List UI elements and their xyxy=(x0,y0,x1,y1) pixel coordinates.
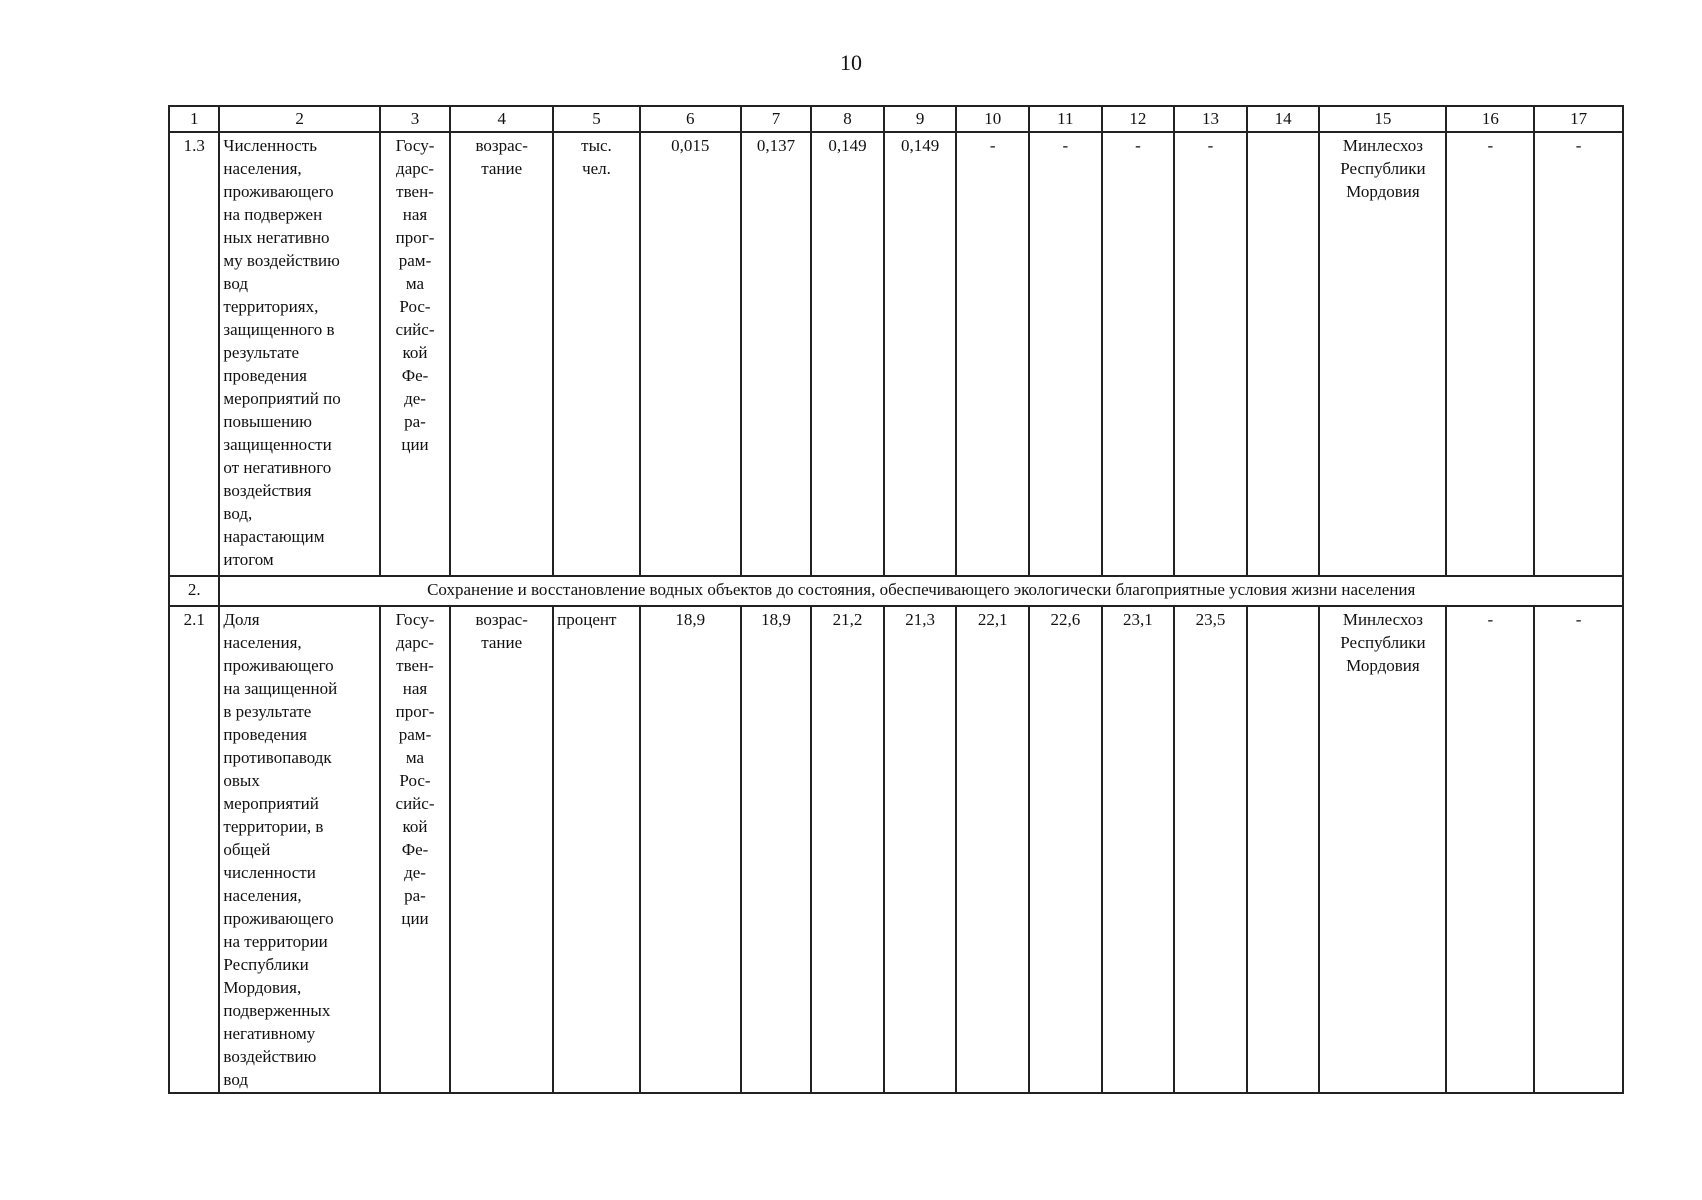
trend-line: тание xyxy=(481,159,523,178)
indicator-name-line: му воздействию xyxy=(223,251,340,270)
indicator-name-line: воздействию xyxy=(223,1047,317,1066)
program-source-line: прог- xyxy=(395,702,435,721)
program-source-line: ра- xyxy=(404,412,426,431)
trend-line: возрас- xyxy=(475,136,528,155)
section-number: 2. xyxy=(169,576,219,606)
indicator-name-line: населения, xyxy=(223,159,302,178)
indicator-name-line: ных негативно xyxy=(223,228,330,247)
trend-line: возрас- xyxy=(475,610,528,629)
trend xyxy=(450,132,553,576)
value-cell: 22,1 xyxy=(956,606,1029,1093)
section-title: Сохранение и восстановление водных объектов до состояния, обеспечивающего экологически благоприятные условия жизни населения xyxy=(219,576,1623,606)
responsible xyxy=(1319,132,1446,576)
row-number: 1.3 xyxy=(169,132,219,576)
program-source-line: сийс- xyxy=(395,794,435,813)
value-cell: 22,6 xyxy=(1029,606,1102,1093)
column-header: 9 xyxy=(884,106,957,132)
column-header: 17 xyxy=(1534,106,1623,132)
program-source-line: де- xyxy=(404,389,426,408)
indicator-name-line: Республики xyxy=(223,955,309,974)
unit xyxy=(553,132,640,576)
value-cell: - xyxy=(956,132,1029,576)
program-source-line: ма xyxy=(405,748,425,767)
unit xyxy=(553,606,640,1093)
column-header: 1 xyxy=(169,106,219,132)
responsible-line: Минлесхоз xyxy=(1342,610,1423,629)
unit-line: чел. xyxy=(582,159,611,178)
responsible xyxy=(1319,606,1446,1093)
row-number: 2.1 xyxy=(169,606,219,1093)
column-header: 11 xyxy=(1029,106,1102,132)
program-source-line: рам- xyxy=(398,725,432,744)
indicator-name-line: общей xyxy=(223,840,271,859)
column-header: 3 xyxy=(380,106,451,132)
indicator-name-line: мероприятий по xyxy=(223,389,341,408)
value-cell: - xyxy=(1029,132,1102,576)
value-cell: 18,9 xyxy=(741,606,812,1093)
indicator-name-line: защищенного в xyxy=(223,320,335,339)
column-header: 16 xyxy=(1446,106,1534,132)
responsible-line: Республики xyxy=(1340,159,1426,178)
indicator-name-line: Доля xyxy=(223,610,260,629)
program-source-line: Рос- xyxy=(399,771,431,790)
indicator-name-line: овых xyxy=(223,771,260,790)
program-source-line: ная xyxy=(402,205,428,224)
col17-cell: - xyxy=(1534,132,1623,576)
column-header: 10 xyxy=(956,106,1029,132)
program-source-line: кой xyxy=(402,817,428,836)
indicator-name-line: результате xyxy=(223,343,300,362)
indicator-name-line: территориях, xyxy=(223,297,319,316)
indicator-name-line: на территории xyxy=(223,932,328,951)
program-source-line: ра- xyxy=(404,886,426,905)
program-source-line: Фе- xyxy=(401,366,429,385)
indicator-name-line: населения, xyxy=(223,633,302,652)
column-header: 14 xyxy=(1247,106,1320,132)
program-source-line: Рос- xyxy=(399,297,431,316)
program-source-line: Госу- xyxy=(395,610,435,629)
program-source-line: ная xyxy=(402,679,428,698)
indicator-name-line: нарастающим xyxy=(223,527,325,546)
value-cell: 23,1 xyxy=(1102,606,1175,1093)
column-header: 7 xyxy=(741,106,812,132)
program-source-line: дарс- xyxy=(396,159,434,178)
indicator-name-line: защищенности xyxy=(223,435,332,454)
indicator-name-line: населения, xyxy=(223,886,302,905)
value-cell: 18,9 xyxy=(640,606,741,1093)
column-header: 15 xyxy=(1319,106,1446,132)
indicator-name-line: территории, в xyxy=(223,817,324,836)
table-row xyxy=(169,132,1623,576)
value-cell: - xyxy=(1174,132,1247,576)
unit-line: тыс. xyxy=(581,136,612,155)
indicator-name xyxy=(219,132,379,576)
indicator-name-line: негативному xyxy=(223,1024,316,1043)
program-source-line: ции xyxy=(401,909,429,928)
trend-line: тание xyxy=(481,633,523,652)
unit-line: процент xyxy=(557,610,617,629)
column-header: 8 xyxy=(811,106,884,132)
program-source-line: Госу- xyxy=(395,136,435,155)
column-header: 12 xyxy=(1102,106,1175,132)
program-source-line: ции xyxy=(401,435,429,454)
program-source-line: рам- xyxy=(398,251,432,270)
indicator-name-line: повышению xyxy=(223,412,312,431)
col16-cell: - xyxy=(1446,606,1534,1093)
value-cell: 0,137 xyxy=(741,132,812,576)
col16-cell: - xyxy=(1446,132,1534,576)
col17-cell: - xyxy=(1534,606,1623,1093)
value-cell xyxy=(1247,606,1320,1093)
program-source-line: Фе- xyxy=(401,840,429,859)
program-source-line: сийс- xyxy=(395,320,435,339)
value-cell: 23,5 xyxy=(1174,606,1247,1093)
responsible-line: Республики xyxy=(1340,633,1426,652)
program-source-line: прог- xyxy=(395,228,435,247)
indicators-table xyxy=(168,105,1624,1094)
indicator-name-line: на защищенной xyxy=(223,679,338,698)
table-header-row xyxy=(169,106,1623,132)
indicator-name-line: мероприятий xyxy=(223,794,319,813)
indicator-name-line: проведения xyxy=(223,366,307,385)
column-header: 6 xyxy=(640,106,741,132)
column-header: 2 xyxy=(219,106,379,132)
program-source-line: дарс- xyxy=(396,633,434,652)
program-source-line: ма xyxy=(405,274,425,293)
section-row xyxy=(169,576,1623,606)
value-cell: 0,149 xyxy=(884,132,957,576)
program-source xyxy=(380,606,451,1093)
indicator-name-line: вод, xyxy=(223,504,253,523)
indicator-name-line: воздействия xyxy=(223,481,312,500)
indicator-name-line: подверженных xyxy=(223,1001,331,1020)
program-source xyxy=(380,132,451,576)
indicator-name-line: противопаводк xyxy=(223,748,332,767)
indicator-name-line: итогом xyxy=(223,550,274,569)
responsible-line: Мордовия xyxy=(1346,182,1420,201)
indicator-name-line: на подвержен xyxy=(223,205,323,224)
value-cell: 21,3 xyxy=(884,606,957,1093)
indicator-name-line: вод xyxy=(223,1070,248,1089)
indicator-name-line: Мордовия, xyxy=(223,978,302,997)
trend xyxy=(450,606,553,1093)
indicator-name-line: проживающего xyxy=(223,909,334,928)
indicator-name-line: от негативного xyxy=(223,458,332,477)
program-source-line: твен- xyxy=(396,182,434,201)
indicator-name-line: проживающего xyxy=(223,182,334,201)
value-cell: 0,015 xyxy=(640,132,741,576)
indicator-name-line: численности xyxy=(223,863,316,882)
program-source-line: твен- xyxy=(396,656,434,675)
responsible-line: Минлесхоз xyxy=(1342,136,1423,155)
value-cell xyxy=(1247,132,1320,576)
column-header: 5 xyxy=(553,106,640,132)
program-source-line: кой xyxy=(402,343,428,362)
value-cell: 0,149 xyxy=(811,132,884,576)
indicator-name-line: проведения xyxy=(223,725,307,744)
value-cell: - xyxy=(1102,132,1175,576)
value-cell: 21,2 xyxy=(811,606,884,1093)
indicator-name xyxy=(219,606,379,1093)
column-header: 13 xyxy=(1174,106,1247,132)
indicator-name-line: проживающего xyxy=(223,656,334,675)
program-source-line: де- xyxy=(404,863,426,882)
table-row xyxy=(169,606,1623,1093)
column-header: 4 xyxy=(450,106,553,132)
indicator-name-line: в результате xyxy=(223,702,312,721)
responsible-line: Мордовия xyxy=(1346,656,1420,675)
page-number: 10 xyxy=(840,50,862,75)
indicator-name-line: вод xyxy=(223,274,248,293)
indicator-name-line: Численность xyxy=(223,136,317,155)
